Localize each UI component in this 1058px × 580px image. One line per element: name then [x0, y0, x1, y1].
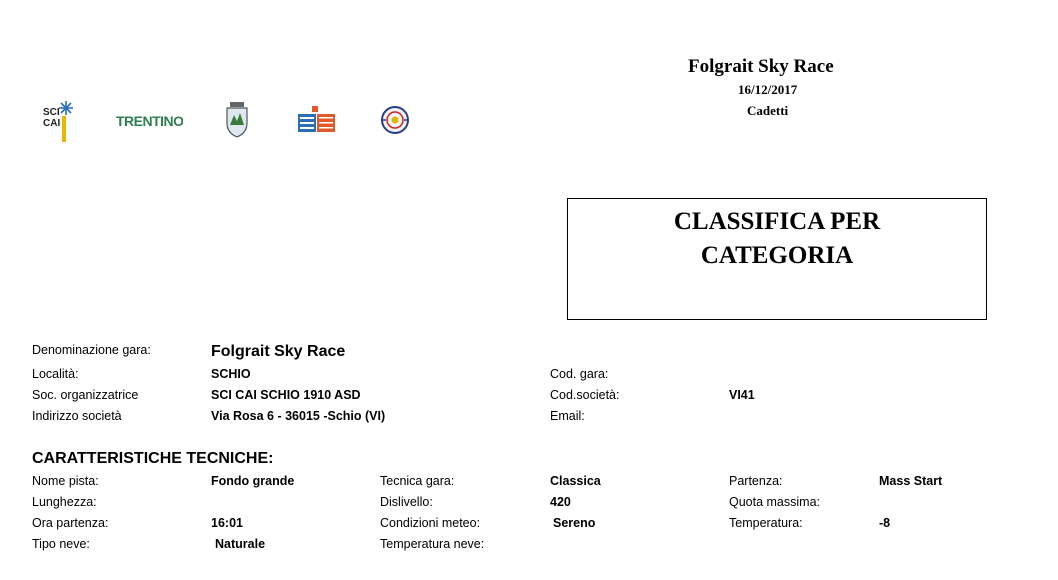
localita-value: SCHIO [211, 367, 251, 381]
cod-gara-label: Cod. gara: [550, 367, 609, 381]
race-date: 16/12/2017 [738, 82, 798, 97]
tech-section-title: CARATTERISTICHE TECNICHE: [32, 450, 274, 467]
svg-text:CAI: CAI [43, 118, 61, 129]
soc-organizzatrice-label: Soc. organizzatrice [32, 388, 139, 402]
ora-partenza-label: Ora partenza: [32, 516, 109, 530]
race-category: Cadetti [747, 103, 789, 118]
dislivello-value: 420 [550, 495, 571, 509]
soc-organizzatrice-value: SCI CAI SCHIO 1910 ASD [211, 388, 361, 402]
email-label: Email: [550, 409, 585, 423]
svg-text:SCI: SCI [43, 107, 60, 118]
indirizzo-value: Via Rosa 6 - 36015 -Schio (VI) [211, 409, 386, 423]
ranking-title-line2: CATEGORIA [700, 242, 854, 269]
tipo-neve-value: Naturale [215, 537, 266, 551]
quota-label: Quota massima: [729, 495, 821, 509]
tecnica-value: Classica [550, 474, 601, 488]
cod-societa-label: Cod.società: [550, 388, 620, 402]
temperatura-neve-label: Temperatura neve: [380, 537, 485, 551]
lunghezza-label: Lunghezza: [32, 495, 97, 509]
denominazione-label: Denominazione gara: [32, 343, 151, 357]
dislivello-label: Dislivello: [380, 495, 433, 509]
denominazione-value: Folgrait Sky Race [211, 343, 346, 360]
sci-cai-logo-icon [42, 98, 74, 149]
ranking-title-box [567, 198, 987, 320]
partenza-value: Mass Start [879, 474, 943, 488]
meteo-value: Sereno [553, 516, 596, 530]
ora-partenza-value: 16:01 [211, 516, 243, 530]
indirizzo-label: Indirizzo società [32, 409, 122, 423]
coat-of-arms-icon [224, 101, 250, 144]
svg-text:TRENTINO: TRENTINO [116, 113, 183, 129]
meteo-label: Condizioni meteo: [380, 516, 481, 530]
tipo-neve-label: Tipo neve: [32, 537, 90, 551]
ranking-title [568, 205, 986, 273]
temperatura-value: -8 [879, 516, 891, 530]
race-title: Folgrait Sky Race [688, 56, 834, 77]
nome-pista-value: Fondo grande [211, 474, 295, 488]
partenza-label: Partenza: [729, 474, 783, 488]
localita-label: Località: [32, 367, 79, 381]
trentino-logo-icon [115, 108, 183, 139]
ranking-title-line1: CLASSIFICA PER [673, 208, 881, 235]
nome-pista-label: Nome pista: [32, 474, 99, 488]
cod-societa-value: VI41 [729, 388, 755, 402]
fisi-badge-icon [380, 105, 410, 140]
temperatura-label: Temperatura: [729, 516, 803, 530]
folgaria-logo-icon [297, 104, 337, 139]
tecnica-label: Tecnica gara: [380, 474, 455, 488]
